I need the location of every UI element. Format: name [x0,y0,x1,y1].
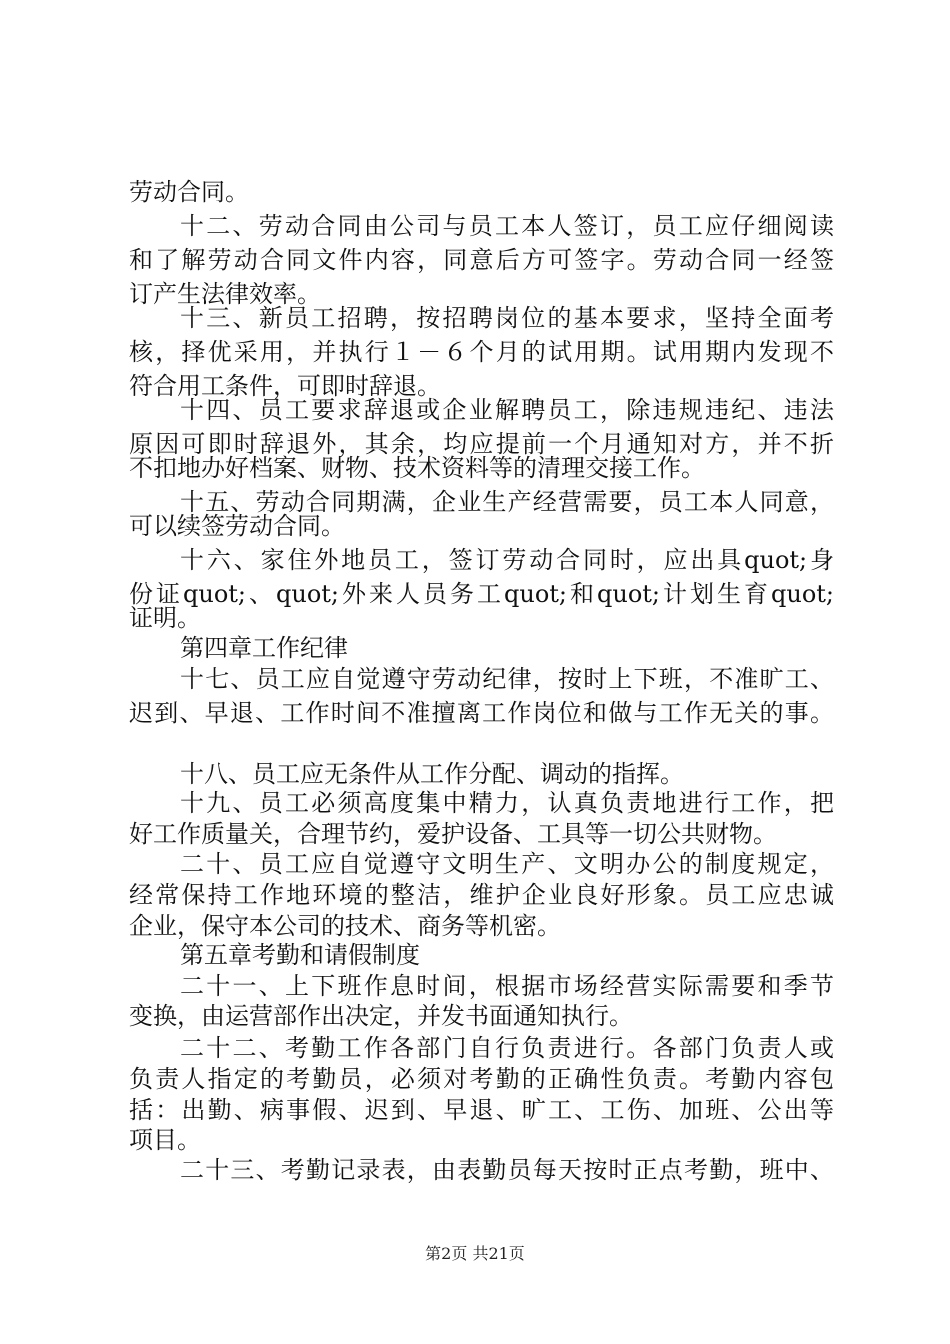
section-heading: 第五章考勤和请假制度 [180,941,420,969]
text-line: 企业，保守本公司的技术、商务等机密。 [129,912,561,940]
text-line: 符合用工条件，可即时辞退。 [129,372,441,400]
page-number-footer: 第2页 共21页 [425,1244,525,1263]
text-line: 括：出勤、病事假、迟到、早退、旷工、工伤、加班、公出等 [129,1096,834,1124]
text-line: 十五、劳动合同期满，企业生产经营需要，员工本人同意， [180,488,834,516]
text-line: 和了解劳动合同文件内容，同意后方可签字。劳动合同一经签 [129,246,834,274]
text-line: 二十、员工应自觉遵守文明生产、文明办公的制度规定， [180,850,834,878]
text-line: 份证quot;、quot;外来人员务工quot;和quot;计划生育quot; [129,580,834,608]
text-line: 劳动合同。 [129,178,249,206]
text-line: 核，择优采用，并执行１－６个月的试用期。试用期内发现不 [129,338,834,366]
text-line: 项目。 [129,1126,201,1154]
text-line: 变换，由运营部作出决定，并发书面通知执行。 [129,1002,633,1030]
text-line: 证明。 [129,604,201,632]
text-line: 可以续签劳动合同。 [129,512,345,540]
text-line: 十九、员工必须高度集中精力，认真负责地进行工作，把 [180,789,834,817]
text-line: 不扣地办好档案、财物、技术资料等的清理交接工作。 [129,454,705,482]
text-line: 负责人指定的考勤员，必须对考勤的正确性负责。考勤内容包 [129,1065,834,1093]
text-line: 十二、劳动合同由公司与员工本人签订，员工应仔细阅读 [180,212,834,240]
text-line: 十三、新员工招聘，按招聘岗位的基本要求，坚持全面考 [180,304,834,332]
text-line: 十七、员工应自觉遵守劳动纪律，按时上下班，不准旷工、 [180,665,834,693]
text-line: 迟到、早退、工作时间不准擅离工作岗位和做与工作无关的事。 [129,699,834,727]
text-line: 二十一、上下班作息时间，根据市场经营实际需要和季节 [180,972,834,1000]
section-heading: 第四章工作纪律 [180,634,348,662]
text-line: 十四、员工要求辞退或企业解聘员工，除违规违纪、违法 [180,396,834,424]
text-line: 好工作质量关，合理节约，爱护设备、工具等一切公共财物。 [129,820,777,848]
text-line: 经常保持工作地环境的整洁，维护企业良好形象。员工应忠诚 [129,881,834,909]
text-line: 十六、家住外地员工，签订劳动合同时，应出具quot;身 [180,546,834,574]
text-line: 二十三、考勤记录表，由表勤员每天按时正点考勤，班中、 [180,1156,834,1184]
text-line: 订产生法律效率。 [129,280,321,308]
text-line: 原因可即时辞退外，其余，均应提前一个月通知对方，并不折 [129,430,834,458]
text-line: 二十二、考勤工作各部门自行负责进行。各部门负责人或 [180,1034,834,1062]
text-line: 十八、员工应无条件从工作分配、调动的指挥。 [180,760,684,788]
